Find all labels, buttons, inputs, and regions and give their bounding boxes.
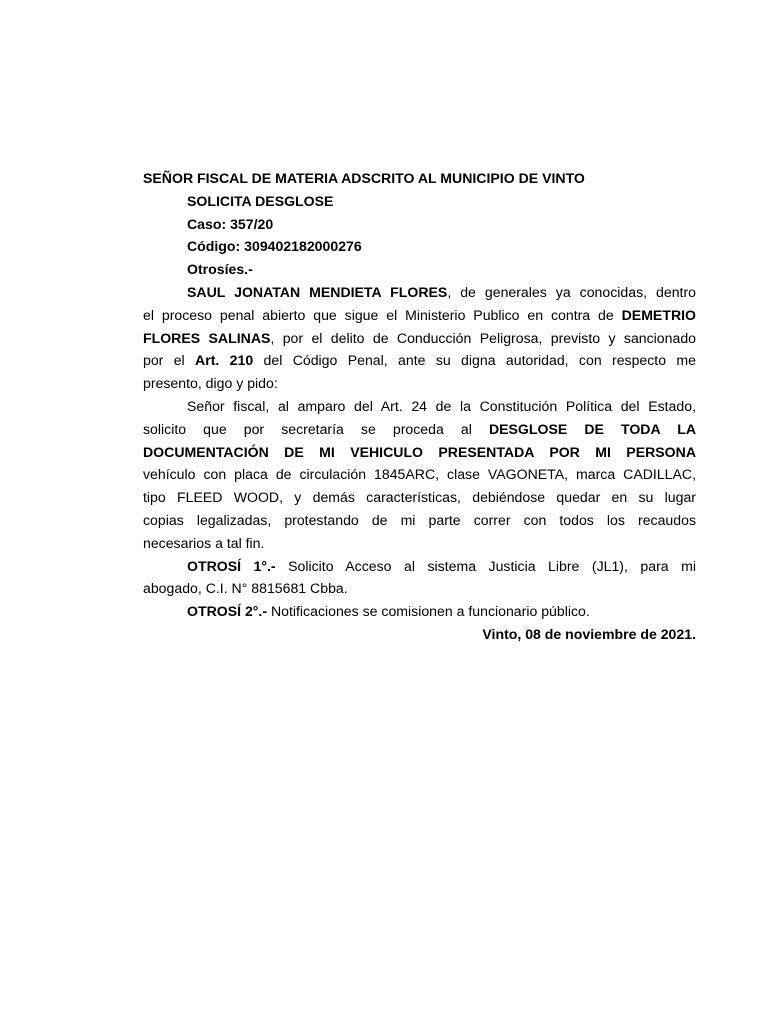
article-ref: Art. 210 [195,352,254,369]
p2-text: copias legalizadas, protestando de mi parte correr con todos los recaudos [143,511,696,528]
p2-text: Señor fiscal, al amparo del Art. 24 de la Constitución Política del Estado, [187,397,696,414]
paragraph-2-line-5 [143,486,696,509]
p2-text: necesarios a tal fin. [143,534,265,551]
paragraph-2-line-3 [143,441,696,464]
paragraph-1-line-4 [143,349,696,372]
place-date: Vinto, 08 de noviembre de 2021. [482,625,696,642]
p1-text: del Código Penal, ante su digna autoridad, con respecto me [253,352,696,369]
request-bold: DESGLOSE DE TODA LA [488,420,696,437]
request-bold: DOCUMENTACIÓN DE MI VEHICULO PRESENTADA POR MI PERSONA [143,443,696,460]
accused-name-part: FLORES SALINAS [143,329,271,346]
otrosies-line [143,258,696,281]
otrosi-2-label: OTROSÍ 2°.- [187,603,268,620]
p2-text: solicito que por secretaría se proceda al [143,420,489,437]
otrosi-2-line [143,600,696,623]
case-code: Código: 309402182000276 [187,238,362,255]
p1-text: , de generales ya conocidas, dentro [447,283,696,300]
petitioner-name: SAUL JONATAN MENDIETA FLORES [187,283,448,300]
otrosi-1-line-1 [143,555,696,578]
p1-text: el proceso penal abierto que sigue el Ministerio Publico en contra de [143,306,622,323]
case-line [143,213,696,236]
otrosi-1-label: OTROSÍ 1°.- [187,557,276,574]
p1-text: , por el delito de Conducción Peligrosa, previsto y sancionado [270,329,696,346]
paragraph-1-line-5 [143,372,696,395]
paragraph-2-line-4 [143,463,696,486]
paragraph-1-line-3 [143,327,696,350]
addressee-line [143,167,696,190]
paragraph-2-line-2 [143,418,696,441]
subject: SOLICITA DESGLOSE [187,192,334,209]
p1-text: por el [143,352,196,369]
otrosi-1-line-2 [143,577,696,600]
p2-text: tipo FLEED WOOD, y demás características, debiéndose quedar en su lugar [143,489,696,506]
paragraph-2-line-6 [143,509,696,532]
addressee: SEÑOR FISCAL DE MATERIA ADSCRITO AL MUNICIPIO DE VINTO [143,170,585,186]
otrosi-1-text: Solicito Acceso al sistema Justicia Libre (JL1), para mi [275,557,696,574]
paragraph-2-line-1 [143,395,696,418]
paragraph-1-line-1 [143,281,696,304]
paragraph-1-line-2 [143,304,696,327]
otrosies-heading: Otrosíes.- [187,261,253,278]
accused-name-part: DEMETRIO [621,306,696,323]
otrosi-2-text: Notificaciones se comisionen a funcionario público. [267,603,590,620]
date-line [143,623,696,646]
p1-text: presento, digo y pido: [143,375,278,392]
paragraph-2-line-7 [143,532,696,555]
subject-line [143,190,696,213]
p2-text: vehículo con placa de circulación 1845ARC, clase VAGONETA, marca CADILLAC, [143,466,696,483]
otrosi-1-text: abogado, C.I. N° 8815681 Cbba. [143,580,348,597]
case-number: Caso: 357/20 [187,215,274,232]
document-page [143,167,696,646]
code-line [143,235,696,258]
